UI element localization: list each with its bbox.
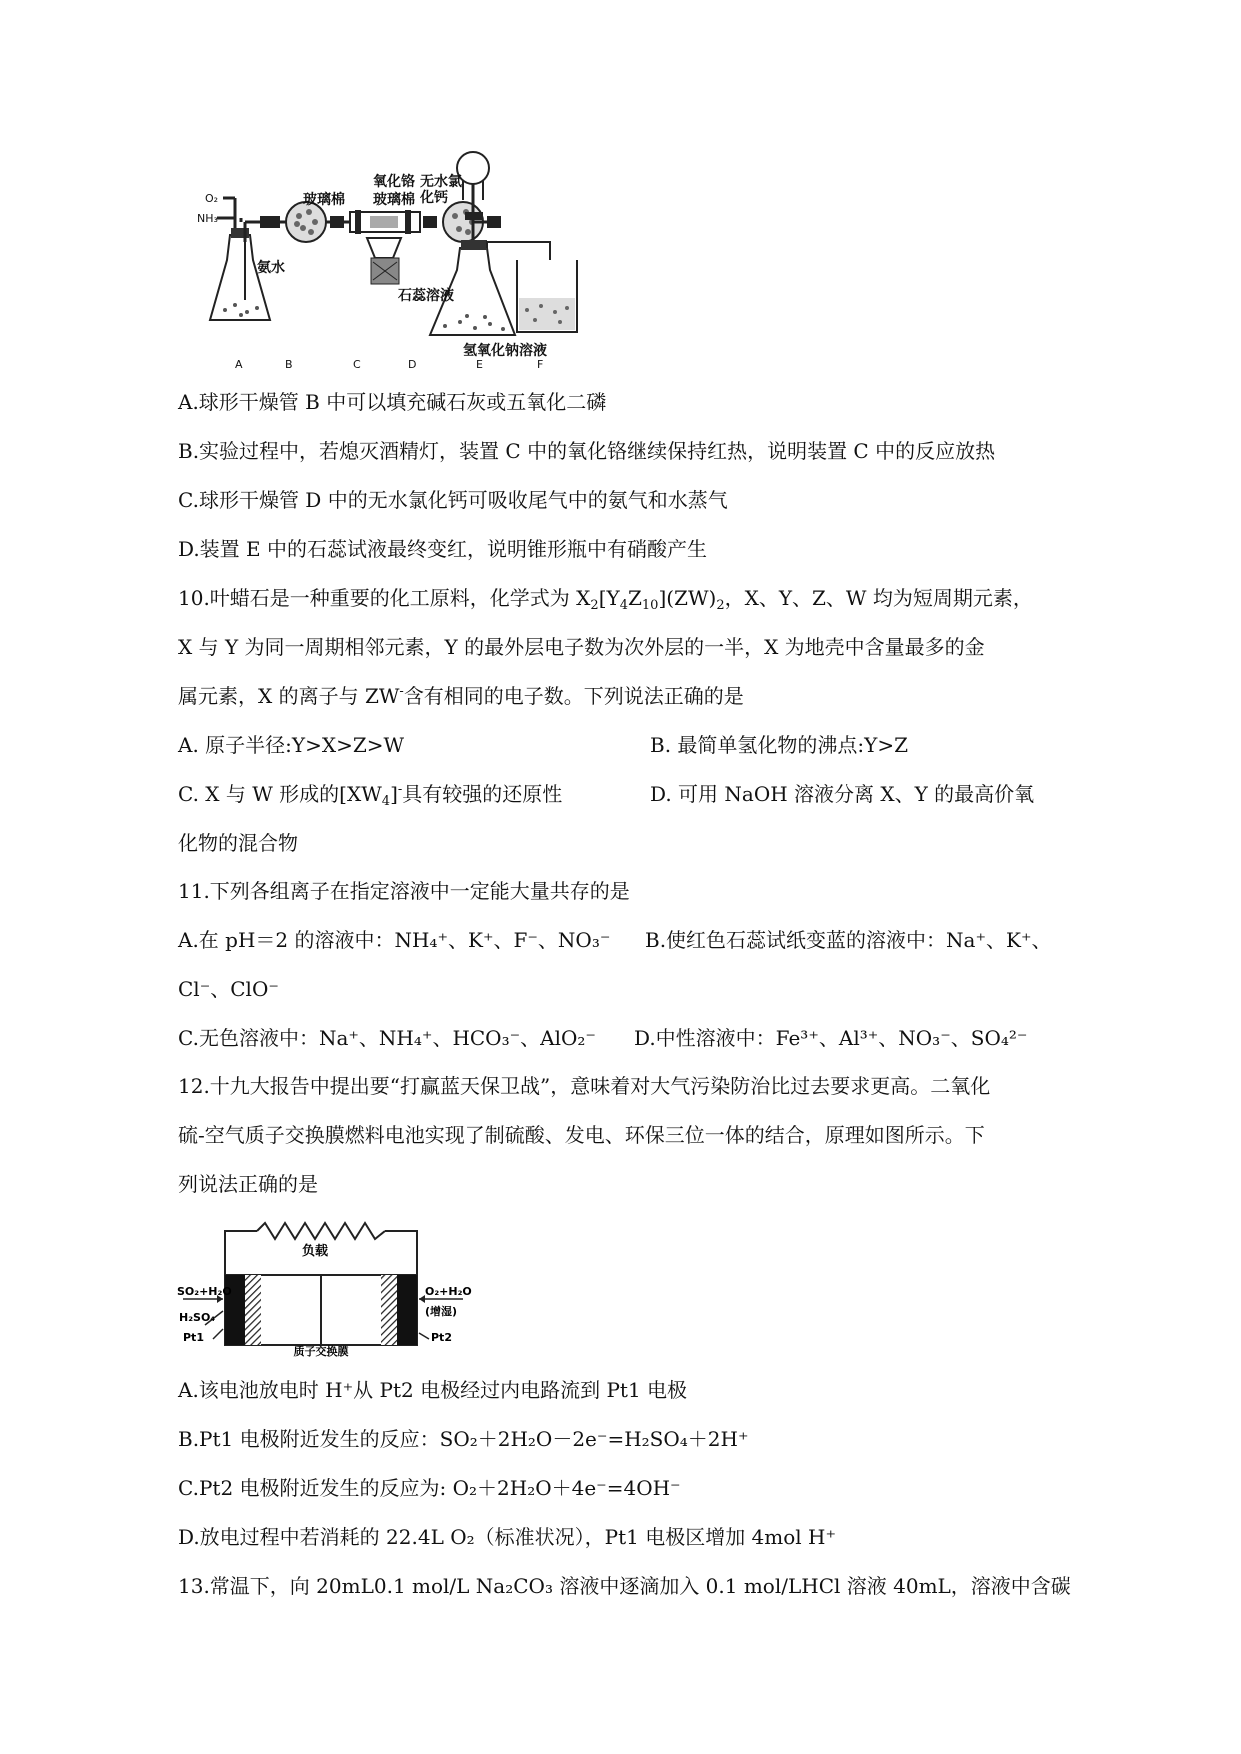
label-glass-wool-1: 玻璃棉 [303,192,345,208]
q10-option-d-line2: 化物的混合物 [178,831,298,855]
q12-option-d: D.放电过程中若消耗的 22.4L O₂（标准状况），Pt1 电极区增加 4mol H⁺ [178,1525,837,1549]
label-pt2: Pt2 [431,1331,452,1344]
letter-d: D [408,358,417,371]
q12-stem-line1: 12.十九大报告中提出要“打赢蓝天保卫战”，意味着对大气污染防治比过去要求更高。二氧化 [178,1074,991,1098]
q11-option-b-line1: B.使红色石蕊试纸变蓝的溶液中：Na⁺、K⁺、 [645,928,1052,952]
q9-option-b: B.实验过程中，若熄灭酒精灯，装置 C 中的氧化铬继续保持红热，说明装置 C 中的反应放热 [178,439,996,463]
label-cacl2-1: 无水氯 [420,174,462,190]
letter-c: C [353,358,361,371]
label-right-note: (增湿) [425,1305,458,1318]
apparatus-figure [197,150,665,375]
label-load: 负载 [301,1244,329,1259]
q12-option-b: B.Pt1 电极附近发生的反应：SO₂＋2H₂O－2e⁻=H₂SO₄＋2H⁺ [178,1427,749,1451]
q10-stem-line1: 10.叶蜡石是一种重要的化工原料，化学式为 $X_2[Y_4Z_{10}](ZW)_2$，X、Y、Z、W 均为短周期元素， [178,586,1033,613]
q12-stem-line2: 硫-空气质子交换膜燃料电池实现了制硫酸、发电、环保三位一体的结合，原理如图所示。下 [178,1123,985,1147]
label-left-output: H₂SO₄ [179,1311,216,1324]
label-right-input: O₂+H₂O [425,1285,472,1298]
label-chromium-oxide: 氧化铬 [373,174,415,190]
fuel-cell-figure [175,1215,472,1358]
label-ammonia-water: 氨水 [257,260,285,276]
q11-option-c: C.无色溶液中：Na⁺、NH₄⁺、HCO₃⁻、AlO₂⁻ [178,1026,596,1050]
q12-option-a: A.该电池放电时 H⁺从 Pt2 电极经过内电路流到 Pt1 电极 [178,1378,688,1402]
q10-option-c: C. X 与 W 形成的$[XW_4]^-$具有较强的还原性 [178,782,563,809]
q10-option-d-line1: D. 可用 NaOH 溶液分离 X、Y 的最高价氧 [650,782,1035,806]
label-litmus: 石蕊溶液 [398,288,454,304]
q10-stem-line2: X 与 Y 为同一周期相邻元素，Y 的最外层电子数为次外层的一半，X 为地壳中含量最多的金 [178,635,985,659]
q11-stem: 11.下列各组离子在指定溶液中一定能大量共存的是 [178,879,630,903]
q10-option-a: A. 原子半径:Y>X>Z>W [178,733,405,757]
q10-stem-line3: 属元素，X 的离子与 ZW-含有相同的电子数。下列说法正确的是 [178,684,744,708]
label-o2: O₂ [205,192,219,205]
pt2-electrode [397,1275,417,1345]
label-nh3: NH₃ [197,212,218,225]
q12-stem-line3: 列说法正确的是 [178,1172,318,1196]
label-naoh: 氢氧化钠溶液 [463,343,547,359]
q11-option-a: A.在 pH＝2 的溶液中：NH₄⁺、K⁺、F⁻、NO₃⁻ [178,928,611,952]
letter-f: F [537,358,544,371]
label-pt1: Pt1 [183,1331,204,1344]
label-cacl2-2: 化钙 [420,190,448,206]
q11-option-b-line2: Cl⁻、ClO⁻ [178,977,279,1001]
q12-option-c: C.Pt2 电极附近发生的反应为: O₂＋2H₂O＋4e⁻=4OH⁻ [178,1476,681,1500]
letter-a: A [235,358,243,371]
label-glass-wool-2: 玻璃棉 [373,192,415,208]
q9-option-a: A.球形干燥管 B 中可以填充碱石灰或五氧化二磷 [178,390,607,414]
q10-option-b: B. 最简单氢化物的沸点:Y>Z [650,733,909,757]
letter-e: E [476,358,483,371]
q13-stem: 13.常温下，向 20mL0.1 mol/L Na₂CO₃ 溶液中逐滴加入 0.1 mol/LHCl 溶液 40mL，溶液中含碳 [178,1574,1071,1598]
q9-option-c: C.球形干燥管 D 中的无水氯化钙可吸收尾气中的氨气和水蒸气 [178,488,728,512]
q9-option-d: D.装置 E 中的石蕊试液最终变红，说明锥形瓶中有硝酸产生 [178,537,707,561]
label-membrane: 质子交换膜 [293,1345,349,1358]
label-left-input: SO₂+H₂O [177,1285,232,1298]
q11-option-d: D.中性溶液中：Fe³⁺、Al³⁺、NO₃⁻、SO₄²⁻ [634,1026,1028,1050]
letter-b: B [285,358,293,371]
